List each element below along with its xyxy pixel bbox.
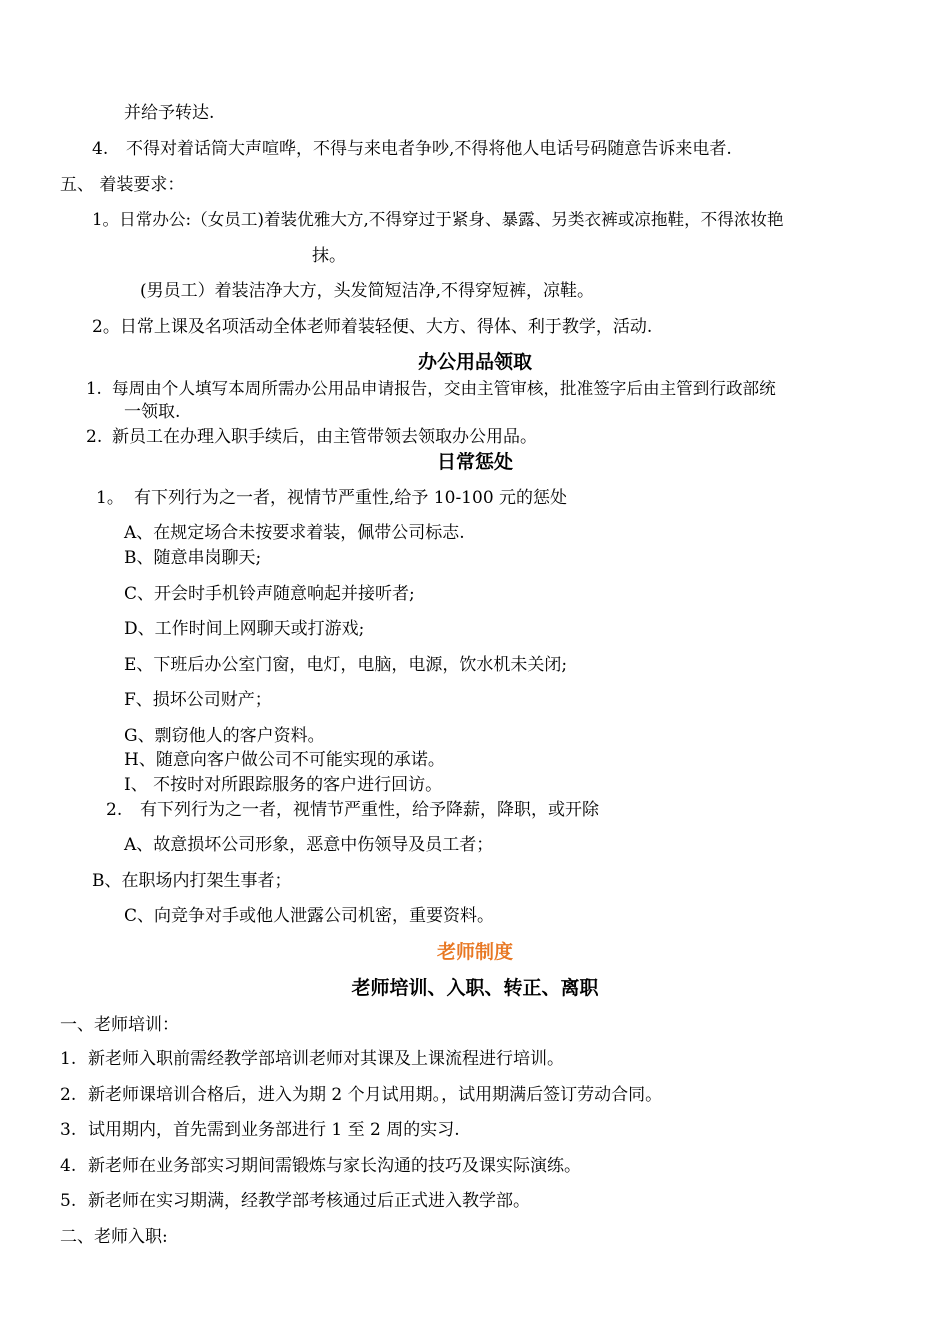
list-item — [60, 1119, 460, 1141]
text-line: (男员工）着装洁净大方，头发简短洁净,不得穿短裤，凉鞋。 — [140, 281, 595, 301]
list-text: 有下列行为之一者，视情节严重性,给予 10-100 元的惩处 — [134, 488, 568, 508]
list-number: 1. — [86, 379, 102, 398]
list-number: 4. — [92, 139, 109, 159]
list-number: 3. — [60, 1120, 77, 1140]
heading-teacher-system: 老师制度 — [436, 941, 513, 963]
section-heading: 二、老师入职: — [60, 1227, 168, 1247]
list-item — [60, 1155, 581, 1177]
list-item — [60, 1190, 530, 1212]
list-item — [60, 1048, 564, 1070]
list-item: A、故意损坏公司形象，恶意中伤领导及员工者； — [124, 835, 494, 855]
list-item: E、下班后办公室门窗，电灯，电脑，电源，饮水机未关闭; — [124, 655, 568, 675]
list-item — [86, 378, 776, 400]
list-text: 新老师在实习期满，经教学部考核通过后正式进入教学部。 — [88, 1191, 530, 1211]
list-text: 新老师在业务部实习期间需锻炼与家长沟通的技巧及课实际演练。 — [88, 1156, 581, 1176]
list-item: C、开会时手机铃声随意响起并接听者; — [124, 584, 415, 604]
text-line: 抹。 — [312, 246, 346, 266]
list-item: D、工作时间上网聊天或打游戏; — [124, 619, 365, 639]
list-item: A、在规定场合未按要求着装，佩带公司标志. — [124, 523, 465, 543]
text-line: 并给予转达. — [124, 103, 215, 123]
list-item — [86, 426, 537, 448]
list-text: 新员工在办理入职手续后，由主管带领去领取办公用品。 — [112, 427, 537, 447]
text-line: 一领取. — [124, 402, 181, 422]
list-text: 新老师入职前需经教学部培训老师对其课及上课流程进行培训。 — [88, 1049, 564, 1069]
list-number: 2. — [106, 800, 123, 820]
list-item: F、损坏公司财产； — [124, 690, 272, 710]
list-text: 不得对着话筒大声喧哗，不得与来电者争吵,不得将他人电话号码随意告诉来电者. — [126, 139, 732, 159]
list-item: C、向竞争对手或他人泄露公司机密，重要资料。 — [124, 906, 495, 926]
list-item: B、在职场内打架生事者； — [92, 871, 292, 891]
list-number: 4. — [60, 1156, 77, 1176]
list-text: 新老师课培训合格后，进入为期 2 个月试用期。，试用期满后签订劳动合同。 — [88, 1085, 663, 1105]
list-item — [60, 1084, 662, 1106]
list-item: B、随意串岗聊天; — [124, 548, 262, 568]
list-number: 5. — [60, 1191, 77, 1211]
section-heading: 五、 着装要求： — [60, 175, 185, 195]
text-line: 1。日常办公:（女员工)着装优雅大方,不得穿过于紧身、暴露、另类衣裤或凉拖鞋，不得浓妆艳 — [92, 210, 784, 229]
list-item: I、 不按时对所跟踪服务的客户进行回访。 — [124, 775, 443, 795]
list-number: 1. — [60, 1049, 77, 1069]
list-item: G、剽窃他人的客户资料。 — [124, 726, 325, 746]
heading-teacher-training: 老师培训、入职、转正、离职 — [351, 977, 599, 999]
section-heading: 一、老师培训： — [60, 1015, 179, 1035]
list-item — [106, 799, 599, 821]
list-number: 2. — [60, 1085, 77, 1105]
heading-daily-penalty: 日常惩处 — [436, 451, 513, 473]
list-number: 2. — [86, 427, 103, 447]
text-line: 2。日常上课及名项活动全体老师着装轻便、大方、得体、利于教学，活动. — [92, 317, 653, 337]
list-text: 有下列行为之一者，视情节严重性，给予降薪，降职，或开除 — [140, 800, 599, 820]
list-text: 每周由个人填写本周所需办公用品申请报告，交由主管审核，批准签字后由主管到行政部统 — [112, 379, 776, 398]
heading-office-supplies: 办公用品领取 — [417, 351, 532, 373]
list-item — [92, 138, 732, 160]
list-item — [96, 487, 567, 509]
list-number: 1。 — [96, 488, 124, 508]
list-text: 试用期内，首先需到业务部进行 1 至 2 周的实习. — [88, 1120, 460, 1140]
list-item: H、随意向客户做公司不可能实现的承诺。 — [124, 750, 445, 770]
